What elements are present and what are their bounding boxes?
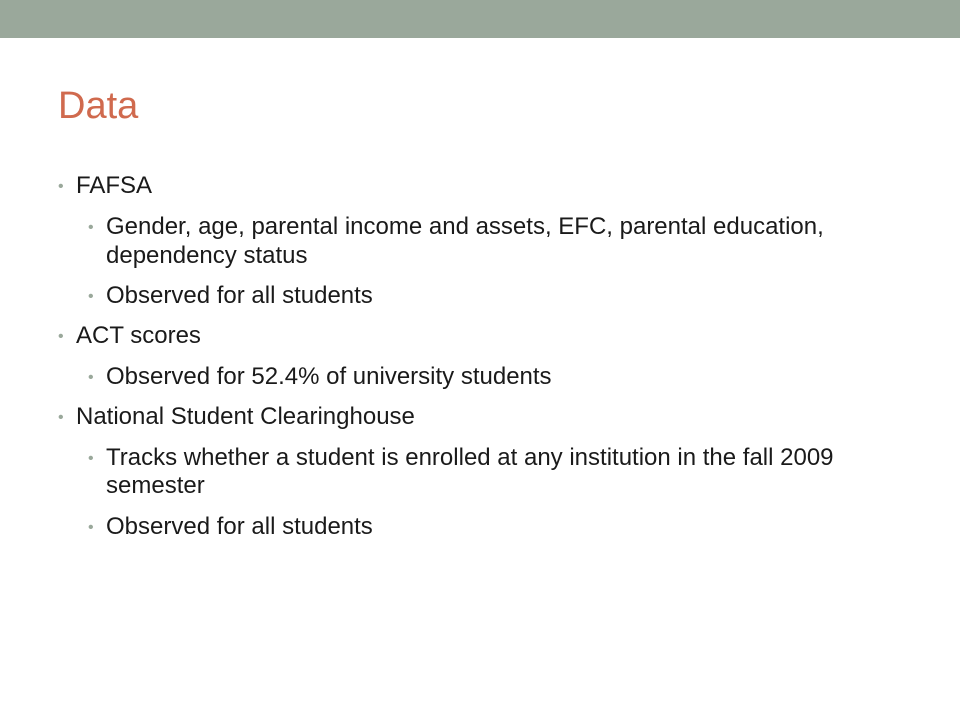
bullet-dot-icon: •: [88, 288, 94, 306]
bullet-list: [58, 172, 918, 542]
bullet-act-scores: [58, 322, 918, 351]
bullet-text: ACT scores: [76, 322, 201, 350]
sub-bullet-nsc-tracking: [88, 444, 906, 502]
bullet-dot-icon: •: [58, 178, 64, 195]
bullet-dot-icon: •: [58, 408, 64, 426]
bullet-dot-icon: •: [58, 328, 64, 346]
slide-title: Data: [58, 85, 139, 127]
bullet-nsc: [58, 403, 918, 432]
bullet-text: Gender, age, parental income and assets, EFC, parental education, dependency status: [106, 212, 824, 269]
bullet-dot-icon: •: [88, 368, 94, 386]
bullet-text: Observed for all students: [106, 513, 373, 541]
sub-bullet-act-coverage: [88, 363, 906, 392]
bullet-text: Observed for 52.4% of university students: [106, 362, 552, 390]
sub-bullet-fafsa-fields: [88, 213, 906, 271]
bullet-text: National Student Clearinghouse: [76, 402, 415, 430]
bullet-dot-icon: •: [88, 519, 94, 537]
bullet-text: FAFSA: [76, 172, 153, 199]
bullet-dot-icon: •: [88, 449, 94, 467]
bullet-fafsa: [58, 172, 918, 201]
bullet-text: Observed for all students: [106, 282, 373, 310]
sub-bullet-fafsa-coverage: [88, 282, 906, 311]
sub-bullet-nsc-coverage: [88, 513, 906, 542]
bullet-text: Tracks whether a student is enrolled at any institution in the fall 2009 semester: [106, 443, 834, 500]
bullet-dot-icon: •: [88, 218, 94, 236]
top-accent-bar: [0, 0, 960, 38]
